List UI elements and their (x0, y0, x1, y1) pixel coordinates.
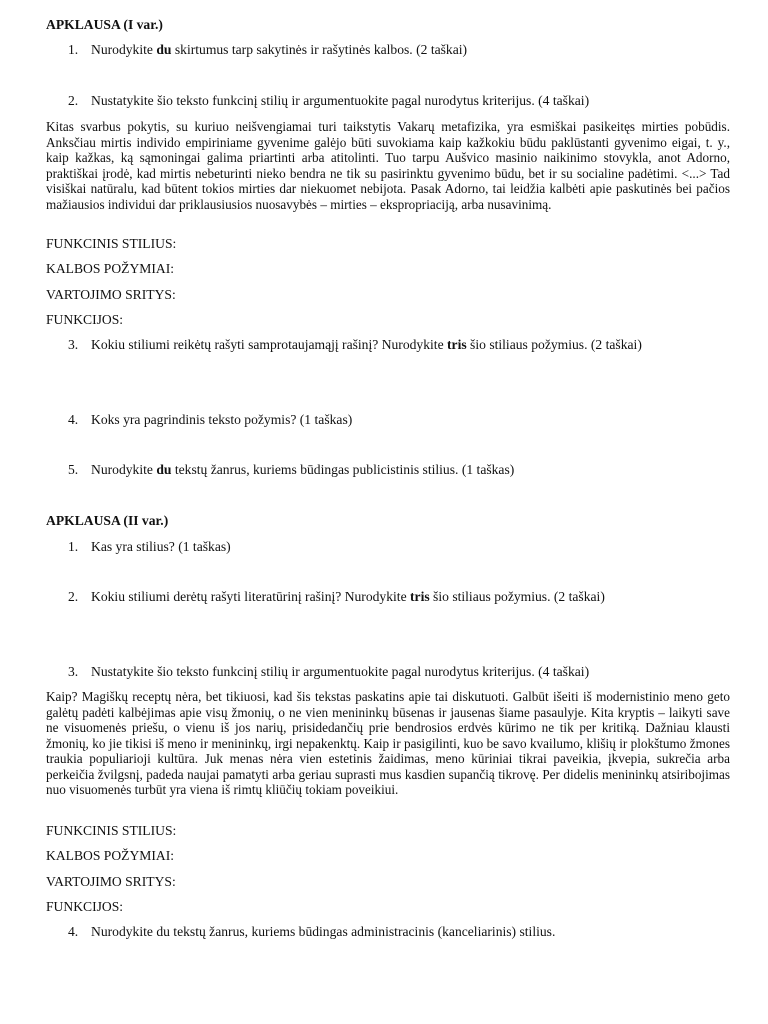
section-1-question-1: 1. Nurodykite du skirtumus tarp sakytinės ir rašytinės kalbos. (2 taškai) (68, 42, 468, 57)
section-2-title: APKLAUSA (II var.) (46, 513, 169, 528)
section-1-question-2: 2. Nustatykite šio teksto funkcinį stilių ir argumentuokite pagal nurodytus kriterijus. (4 taškai) (68, 93, 590, 108)
section-2-label-functions: FUNKCIJOS: (46, 899, 124, 914)
section-1-label-functions: FUNKCIJOS: (46, 312, 124, 327)
section-2-label-usage-areas: VARTOJIMO SRITYS: (46, 874, 176, 889)
section-2-label-functional-style: FUNKCINIS STILIUS: (46, 823, 177, 838)
section-2-label-language-features: KALBOS POŽYMIAI: (46, 848, 175, 863)
section-1-passage: Kitas svarbus pokytis, su kuriuo neišvengiamai turi taikstytis Vakarų metafizika, yra esmiškai pasikeitęs mirties pobūdis. Anksčiau mirtis individo empiriniame gyvenime galėjo būti suvokiama kaip kažkokiu būdu paklūstanti gyvenimo eigai, t. y., kaip kažkas, ką sąmoningai galima priartinti arba atitolinti. Tuo tarpu Aušvico masinio naikinimo stovykla, anot Adorno, praktiškai įrodė, kad mirtis nebeturinti nieko bendra ne tik su pasirinktu gyvenimo būdu, bet ir su socialine padėtimi. <...> Tad visiškai natūralu, kad būtent tokios mirties dar niekuomet nebijota. Pasak Adorno, tai leidžia kalbėti apie paskutinės bei pačios mažiausios individui dar priklausiusios nuosavybės – mirties – ekspropriaciją, arba nusavinimą. (46, 119, 730, 212)
section-1-title: APKLAUSA (I var.) (46, 17, 163, 32)
section-2-question-4: 4. Nurodykite du tekstų žanrus, kuriems būdingas administracinis (kanceliarinis) stilius. (68, 924, 556, 939)
section-1-question-4: 4. Koks yra pagrindinis teksto požymis? (1 taškas) (68, 412, 353, 427)
section-2-question-2: 2. Kokiu stiliumi derėtų rašyti literatūrinį rašinį? Nurodykite tris šio stiliaus požymius. (2 taškai) (68, 589, 605, 604)
section-2-passage: Kaip? Magiškų receptų nėra, bet tikiuosi, kad šis tekstas paskatins apie tai diskutuoti. Galbūt išeiti iš modernistinio meno geto galėtų padėti kalbėjimas apie visų žmonių, o ne vien menininkų būsenas ir jausenas šiame pasaulyje. Kita kryptis – laikyti save ne visuomenės priešu, o vienu iš jos narių, prisidedančių prie bendrosios erdvės kūrimo ne tik per kritiką. Dažniau klausti žmonių, ko jie tikisi iš meno ir menininkų, irgi nepakenktų. Kaip ir pasigilinti, kuo be savo kvailumo, klišių ir plokštumo žmones traukia populiarioji kultūra. Juk menas nėra vien estetinis žaidimas, meno kūriniai tikrai paveikia, įkvepia, sukrečia arba perkeičia žvilgsnį, padeda naujai pamatyti arba geriau suprasti mus kasdien supančią tikrovę. Per didelis menininkų atsiribojimas nuo visuomenės turbūt yra viena iš rimtų kliūčių tokiam poveikiui. (46, 689, 730, 797)
section-1-question-5: 5. Nurodykite du tekstų žanrus, kuriems būdingas publicistinis stilius. (1 taškas) (68, 462, 515, 477)
section-2-question-3: 3. Nustatykite šio teksto funkcinį stilių ir argumentuokite pagal nurodytus kriterijus. (4 taškai) (68, 664, 590, 679)
section-1-label-language-features: KALBOS POŽYMIAI: (46, 261, 175, 276)
section-1-question-3: 3. Kokiu stiliumi reikėtų rašyti samprotaujamąjį rašinį? Nurodykite tris šio stiliaus požymius. (2 taškai) (68, 337, 642, 352)
section-1-label-functional-style: FUNKCINIS STILIUS: (46, 236, 177, 251)
section-1-label-usage-areas: VARTOJIMO SRITYS: (46, 287, 176, 302)
section-2-question-1: 1. Kas yra stilius? (1 taškas) (68, 539, 231, 554)
